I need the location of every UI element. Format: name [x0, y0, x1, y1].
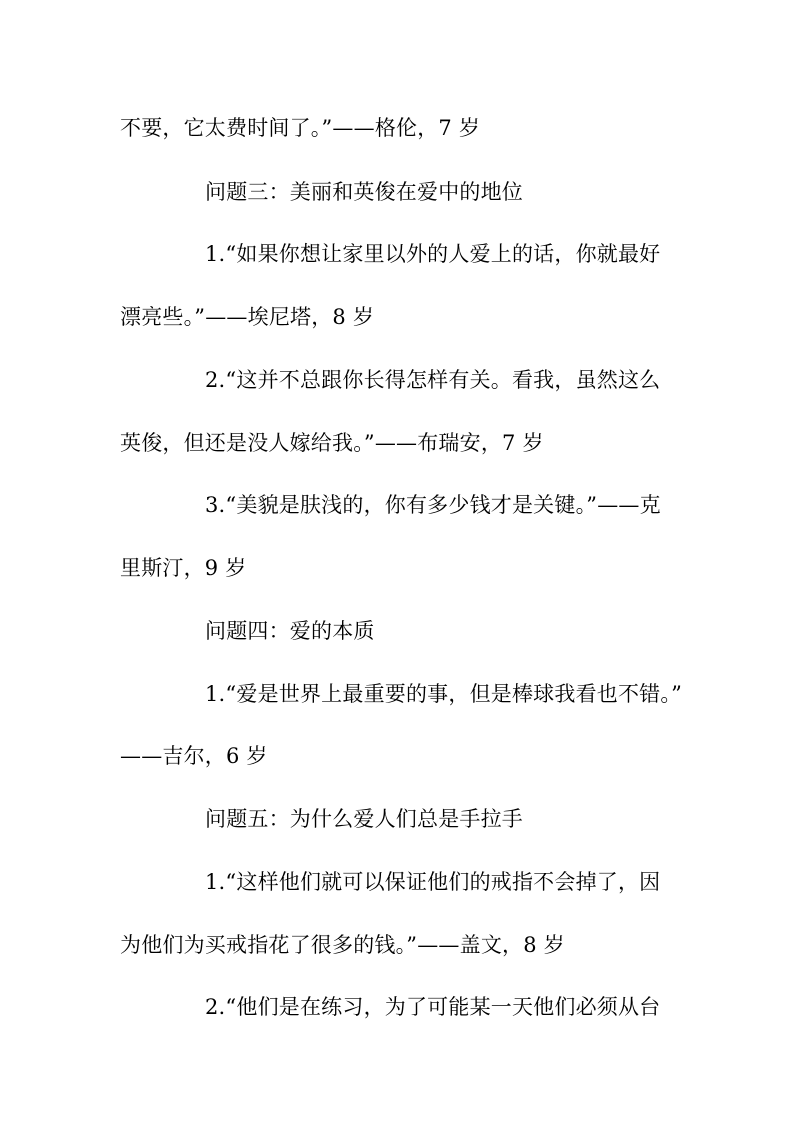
text-line: 2.“他们是在练习，为了可能某一天他们必须从台	[205, 995, 661, 1019]
text-line: ——吉尔，6 岁	[120, 744, 268, 768]
text-line: 3.“美貌是肤浅的，你有多少钱才是关键。”——克	[205, 493, 661, 517]
text-line: 英俊，但还是没人嫁给我。”——布瑞安，7 岁	[120, 431, 544, 455]
text-line: 不要，它太费时间了。”——格伦，7 岁	[120, 116, 481, 140]
text-line: 1.“这样他们就可以保证他们的戒指不会掉了，因	[205, 870, 661, 894]
text-line: 里斯汀，9 岁	[120, 556, 247, 580]
text-line: 1.“爱是世界上最重要的事，但是棒球我看也不错。”	[205, 682, 683, 706]
text-line: 为他们为买戒指花了很多的钱。”——盖文，8 岁	[120, 933, 565, 957]
section-heading: 问题三：美丽和英俊在爱中的地位	[205, 180, 523, 204]
text-line: 1.“如果你想让家里以外的人爱上的话，你就最好	[205, 242, 661, 266]
text-line: 漂亮些。”——埃尼塔，8 岁	[120, 305, 375, 329]
section-heading: 问题五：为什么爱人们总是手拉手	[205, 807, 523, 831]
section-heading: 问题四：爱的本质	[205, 619, 375, 643]
text-line: 2.“这并不总跟你长得怎样有关。看我，虽然这么	[205, 368, 661, 392]
